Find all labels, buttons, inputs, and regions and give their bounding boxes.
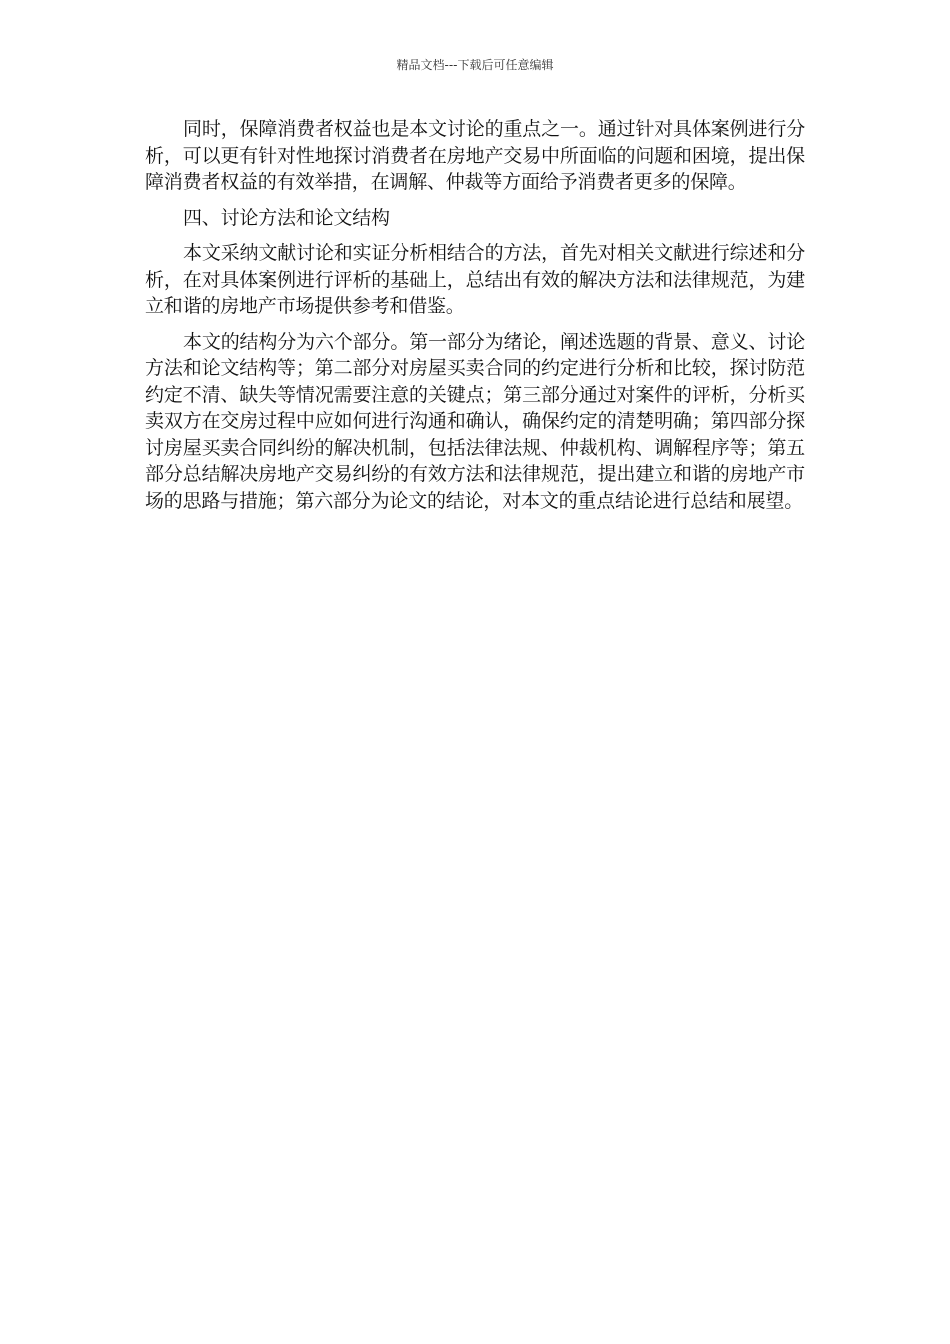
paragraph-consumer-rights: 同时，保障消费者权益也是本文讨论的重点之一。通过针对具体案例进行分析，可以更有针对性地探讨消费者在房地产交易中所面临的问题和困境，提出保障消费者权益的有效举措，在调解、仲裁等方面给予消费者更多的保障。	[145, 118, 805, 193]
paragraph-structure: 本文的结构分为六个部分。第一部分为绪论，阐述选题的背景、意义、讨论方法和论文结构等；第二部分对房屋买卖合同的约定进行分析和比较，探讨防范约定不清、缺失等情况需要注意的关键点；第三部分通过对案件的评析，分析买卖双方在交房过程中应如何进行沟通和确认，确保约定的清楚明确；第四部分探讨房屋买卖合同纠纷的解决机制，包括法律法规、仲裁机构、调解程序等；第五部分总结解决房地产交易纠纷的有效方法和法律规范，提出建立和谐的房地产市场的思路与措施；第六部分为论文的结论，对本文的重点结论进行总结和展望。	[145, 330, 805, 512]
document-body	[145, 116, 805, 523]
paragraph-methods: 本文采纳文献讨论和实证分析相结合的方法，首先对相关文献进行综述和分析，在对具体案例进行评析的基础上，总结出有效的解决方法和法律规范，为建立和谐的房地产市场提供参考和借鉴。	[145, 242, 805, 317]
section-heading-methods: 四、讨论方法和论文结构	[183, 206, 390, 229]
page-header: 精品文档---下载后可任意编辑	[396, 58, 554, 72]
